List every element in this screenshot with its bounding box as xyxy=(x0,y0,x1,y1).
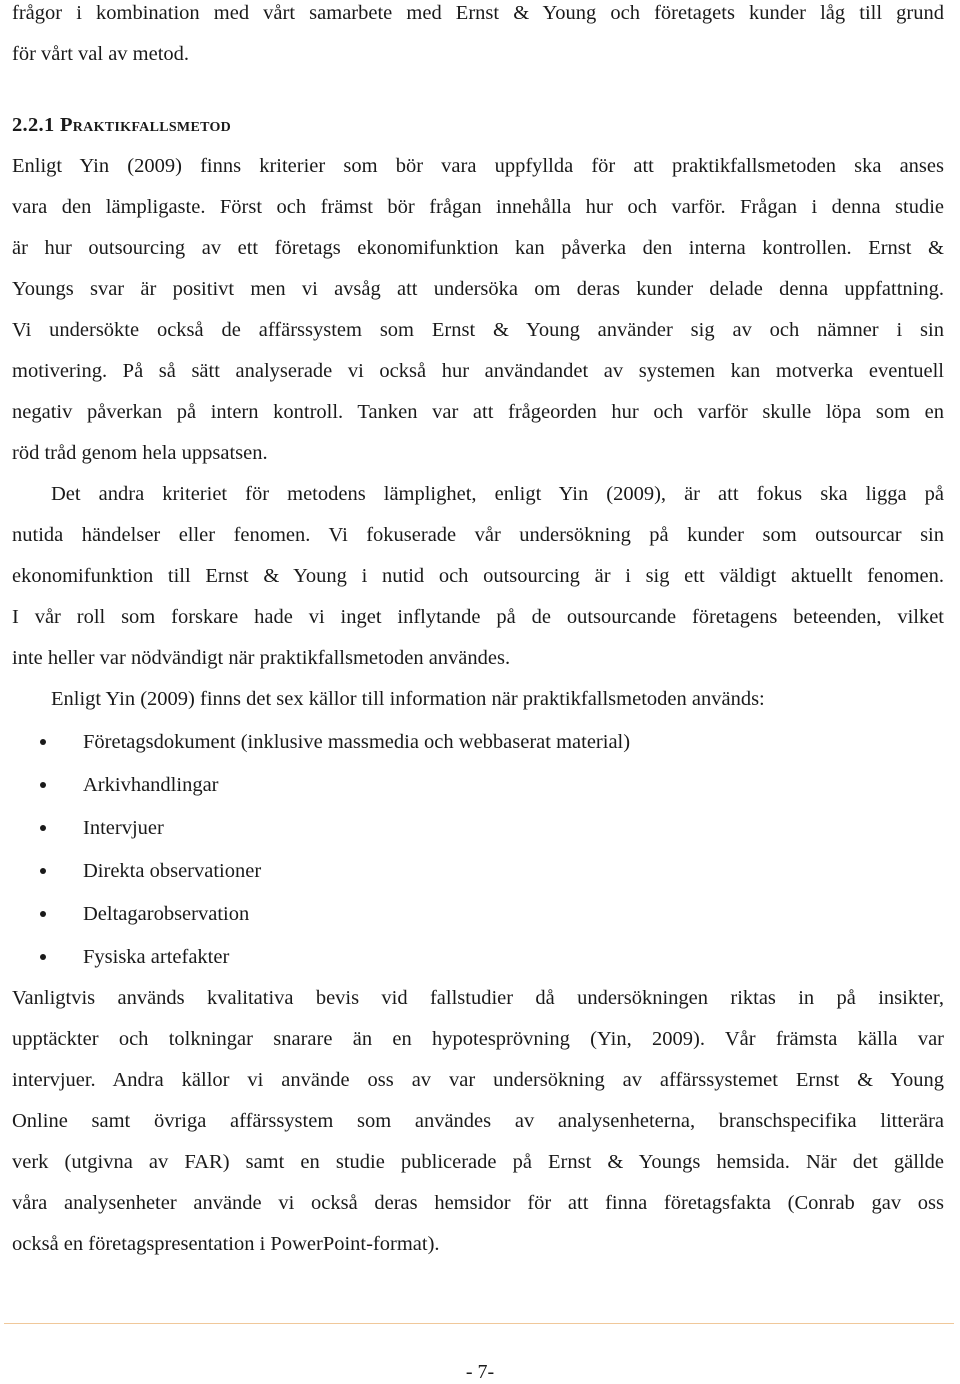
paragraph-1-line: vara den lämpligaste. Först och främst bör frågan innehålla hur och varför. Frågan i denna studie xyxy=(12,196,944,218)
bullet-icon xyxy=(40,739,46,745)
list-item-text: Företagsdokument (inklusive massmedia och webbaserat material) xyxy=(83,731,631,753)
paragraph-1-line: Enligt Yin (2009) finns kriterier som bör vara uppfyllda för att praktikfallsmetoden ska anses xyxy=(12,155,944,177)
bullet-icon xyxy=(40,911,46,917)
bullet-icon xyxy=(40,782,46,788)
list-item-text: Arkivhandlingar xyxy=(83,774,219,796)
intro-line-1: frågor i kombination med vårt samarbete med Ernst & Young och företagets kunder låg till grund xyxy=(12,2,944,24)
paragraph-3-line: intervjuer. Andra källor vi använde oss av var undersökning av affärssystemet Ernst & Young xyxy=(12,1069,944,1091)
bullet-icon xyxy=(40,825,46,831)
section-heading xyxy=(12,113,231,137)
paragraph-2-line: I vår roll som forskare hade vi inget inflytande på de outsourcande företagens beteenden, vilket xyxy=(12,606,944,628)
intro-line-2: för vårt val av metod. xyxy=(12,43,190,65)
section-title: Praktikfallsmetod xyxy=(59,114,232,136)
list-item-text: Intervjuer xyxy=(83,817,164,839)
paragraph-1-line: motivering. På så sätt analyserade vi också hur användandet av systemen kan motverka eventuell xyxy=(12,360,944,382)
paragraph-3-line: Online samt övriga affärssystem som användes av analysenheterna, branschspecifika litterära xyxy=(12,1110,944,1132)
paragraph-2-line: nutida händelser eller fenomen. Vi fokuserade vår undersökning på kunder som outsourcar sin xyxy=(12,524,944,546)
section-number: 2.2.1 xyxy=(12,114,55,136)
list-item-text: Deltagarobservation xyxy=(83,903,250,925)
paragraph-3-line: upptäckter och tolkningar snarare än en hypotesprövning (Yin, 2009). Vår främsta källa var xyxy=(12,1028,944,1050)
paragraph-3-line: våra analysenheter använde vi också deras hemsidor för att finna företagsfakta (Conrab gav oss xyxy=(12,1192,944,1214)
paragraph-1-line: Vi undersökte också de affärssystem som Ernst & Young använder sig av och nämner i sin xyxy=(12,319,944,341)
paragraph-1-line: negativ påverkan på intern kontroll. Tanken var att frågeorden hur och varför skulle löpa som en xyxy=(12,401,944,423)
paragraph-2-line: ekonomifunktion till Ernst & Young i nutid och outsourcing är i sig ett väldigt aktuellt fenomen. xyxy=(12,565,944,587)
paragraph-2-line: inte heller var nödvändigt när praktikfallsmetoden användes. xyxy=(12,647,511,669)
paragraph-2-line: Det andra kriteriet för metodens lämplighet, enligt Yin (2009), är att fokus ska ligga på xyxy=(51,483,944,505)
footer-divider xyxy=(4,1323,954,1324)
paragraph-3-line: Vanligtvis används kvalitativa bevis vid fallstudier då undersökningen riktas in på insikter, xyxy=(12,987,944,1009)
paragraph-1-line: är hur outsourcing av ett företags ekonomifunktion kan påverka den interna kontrollen. Ernst & xyxy=(12,237,944,259)
bullet-icon xyxy=(40,868,46,874)
list-item-text: Fysiska artefakter xyxy=(83,946,230,968)
list-item-text: Direkta observationer xyxy=(83,860,262,882)
paragraph-3-line: också en företagspresentation i PowerPoint-format). xyxy=(12,1233,440,1255)
paragraph-3-line: verk (utgivna av FAR) samt en studie publicerade på Ernst & Youngs hemsida. När det gällde xyxy=(12,1151,944,1173)
paragraph-1-line: röd tråd genom hela uppsatsen. xyxy=(12,442,268,464)
paragraph-1-line: Youngs svar är positivt men vi avsåg att undersöka om deras kunder delade denna uppfattning. xyxy=(12,278,944,300)
page-number: - 7- xyxy=(465,1361,495,1383)
bullet-icon xyxy=(40,954,46,960)
list-intro: Enligt Yin (2009) finns det sex källor till information när praktikfallsmetoden används: xyxy=(51,688,765,710)
